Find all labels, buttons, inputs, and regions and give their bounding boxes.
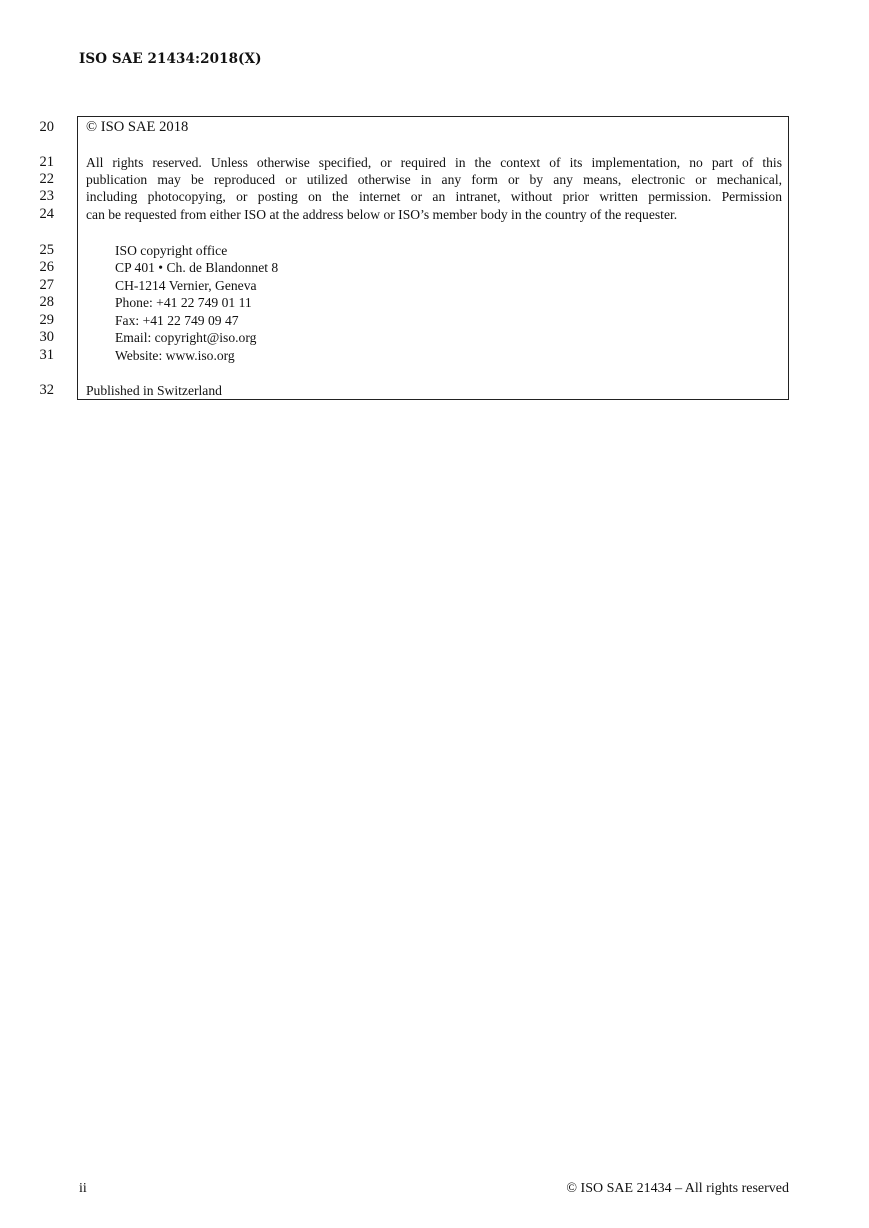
document-header-title: ISO SAE 21434:2018(X) xyxy=(79,51,262,67)
published-location: Published in Switzerland xyxy=(86,383,222,398)
address-line: Fax: +41 22 749 09 47 xyxy=(115,313,239,328)
address-line: CH-1214 Vernier, Geneva xyxy=(115,278,257,293)
line-number: 22 xyxy=(39,171,54,187)
footer-rights: © ISO SAE 21434 – All rights reserved xyxy=(566,1181,789,1196)
rights-text-line: publication may be reproduced or utilized otherwise in any form or by any means, electronic or mechanical, xyxy=(86,172,782,187)
rights-text-line: can be requested from either ISO at the address below or ISO’s member body in the country of the requester. xyxy=(86,207,678,222)
line-number: 30 xyxy=(39,329,54,345)
address-line: Website: www.iso.org xyxy=(115,348,235,363)
copyright-box xyxy=(77,116,789,400)
line-number: 21 xyxy=(39,154,54,170)
address-line: Email: copyright@iso.org xyxy=(115,330,257,345)
page-number: ii xyxy=(79,1181,87,1196)
line-number: 28 xyxy=(39,294,54,310)
address-line: ISO copyright office xyxy=(115,243,228,258)
rights-text-line: All rights reserved. Unless otherwise specified, or required in the context of its implementation, no part of this xyxy=(86,155,782,170)
copyright-notice: © ISO SAE 2018 xyxy=(86,119,189,135)
rights-text-line: including photocopying, or posting on the internet or an intranet, without prior written permission. Permission xyxy=(86,189,782,204)
address-line: Phone: +41 22 749 01 11 xyxy=(115,295,252,310)
line-number: 31 xyxy=(39,347,54,363)
address-line: CP 401 • Ch. de Blandonnet 8 xyxy=(115,260,279,275)
line-number: 29 xyxy=(39,312,54,328)
line-number: 27 xyxy=(39,277,54,293)
line-number: 26 xyxy=(39,259,54,275)
line-number: 32 xyxy=(39,382,54,398)
line-number: 25 xyxy=(39,242,54,258)
line-number: 23 xyxy=(39,188,54,204)
line-number: 20 xyxy=(39,119,54,135)
line-number: 24 xyxy=(39,206,54,222)
